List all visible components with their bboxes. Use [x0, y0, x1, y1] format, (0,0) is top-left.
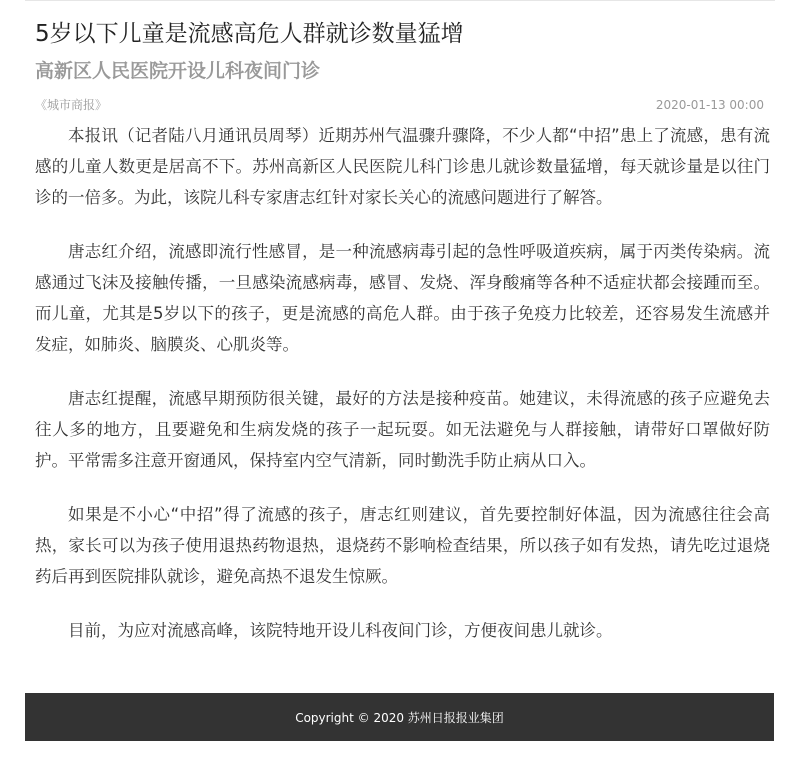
article-date: 2020-01-13 00:00 [655, 98, 764, 112]
article-source: 《城市商报》 [35, 98, 108, 112]
article-paragraph: 目前，为应对流感高峰，该院特地开设儿科夜间门诊，方便夜间患儿就诊。 [68, 621, 613, 640]
footer-copyright: Copyright © 2020 苏州日报报业集团 [295, 710, 504, 725]
page-footer [25, 693, 774, 741]
article-body [35, 120, 770, 669]
article-paragraph: 如果是不小心“中招”得了流感的孩子，唐志红则建议，首先要控制好体温，因为流感往往会高热，家长可以为孩子使用退热药物退热，退烧药不影响检查结果，所以孩子如有发热，请先吃过退烧药后再到医院排队就诊，避免高热不退发生惊厥。 [35, 505, 770, 586]
top-divider [25, 0, 775, 1]
article-subtitle: 高新区人民医院开设儿科夜间门诊 [35, 60, 321, 82]
article-title: 5岁以下儿童是流感高危人群就诊数量猛增 [35, 21, 464, 47]
article-paragraph: 唐志红提醒，流感早期预防很关键，最好的方法是接种疫苗。她建议，未得流感的孩子应避免去往人多的地方，且要避免和生病发烧的孩子一起玩耍。如无法避免与人群接触，请带好口罩做好防护。平常需多注意开窗通风，保持室内空气清新，同时勤洗手防止病从口入。 [35, 389, 770, 470]
article-paragraph: 本报讯（记者陆八月通讯员周琴）近期苏州气温骤升骤降，不少人都“中招”患上了流感，患有流感的儿童人数更是居高不下。苏州高新区人民医院儿科门诊患儿就诊数量猛增，每天就诊量是以往门诊的一倍多。为此，该院儿科专家唐志红针对家长关心的流感问题进行了解答。 [35, 126, 770, 207]
article-paragraph: 唐志红介绍，流感即流行性感冒，是一种流感病毒引起的急性呼吸道疾病，属于丙类传染病。流感通过飞沫及接触传播，一旦感染流感病毒，感冒、发烧、浑身酸痛等各种不适症状都会接踵而至。而儿童，尤其是5岁以下的孩子，更是流感的高危人群。由于孩子免疫力比较差，还容易发生流感并发症，如肺炎、脑膜炎、心肌炎等。 [35, 242, 770, 354]
